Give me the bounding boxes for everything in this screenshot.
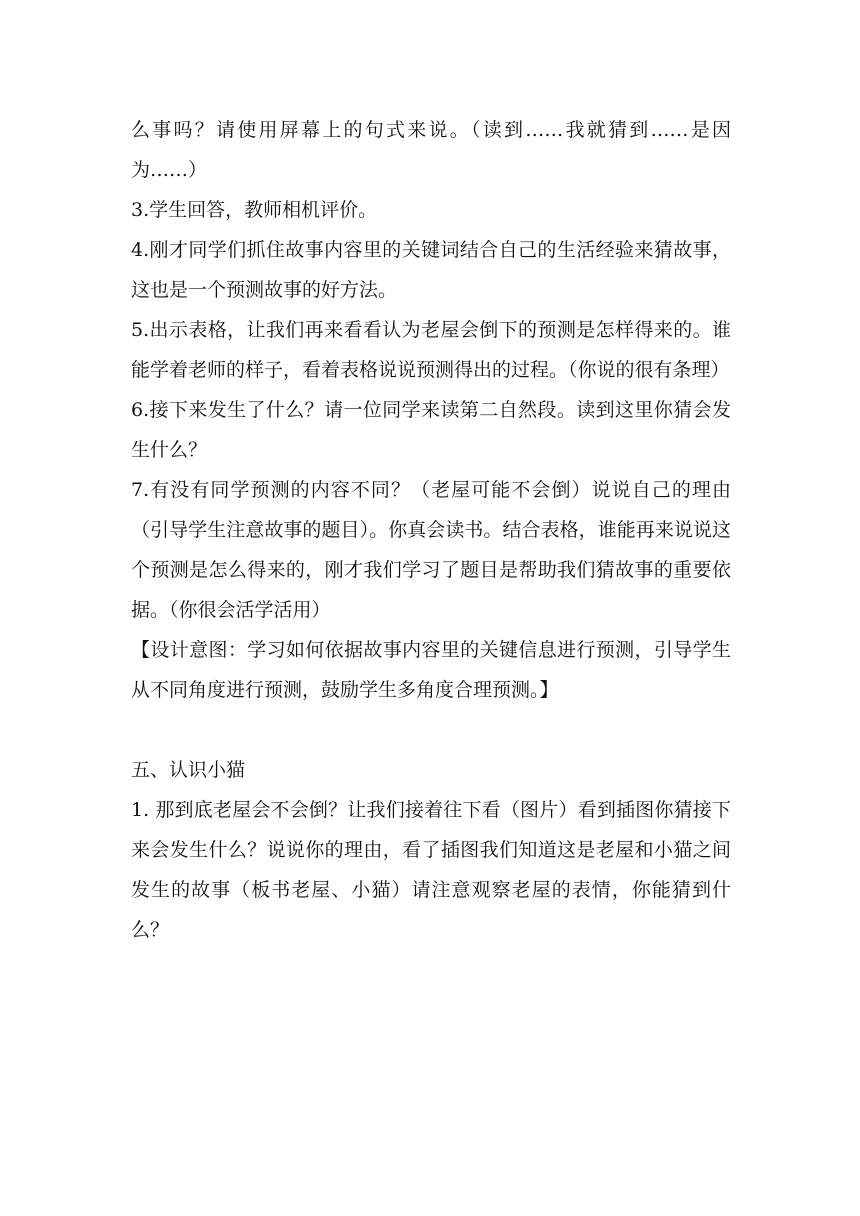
paragraph-step-3: 3.学生回答，教师相机评价。 bbox=[131, 199, 378, 221]
document-body bbox=[131, 110, 731, 950]
section-spacer bbox=[131, 710, 731, 750]
paragraph-step-4: 4.刚才同学们抓住故事内容里的关键词结合自己的生活经验来猜故事，这也是一个预测故事的好方法。 bbox=[131, 239, 731, 301]
paragraph-question-prompt: 么事吗？请使用屏幕上的句式来说。（读到……我就猜到……是因为……） bbox=[131, 119, 731, 181]
paragraph-section5-step-1: 1. 那到底老屋会不会倒？让我们接着往下看（图片）看到插图你猜接下来会发生什么？说说你的理由，看了插图我们知道这是老屋和小猫之间发生的故事（板书老屋、小猫）请注意观察老屋的表情，你能猜到什么？ bbox=[131, 799, 731, 941]
paragraph-design-intent: 【设计意图：学习如何依据故事内容里的关键信息进行预测，引导学生从不同角度进行预测，鼓励学生多角度合理预测。】 bbox=[131, 639, 731, 701]
paragraph-step-6: 6.接下来发生了什么？请一位同学来读第二自然段。读到这里你猜会发生什么？ bbox=[131, 399, 731, 461]
section-heading: 五、认识小猫 bbox=[131, 759, 246, 781]
paragraph-step-5: 5.出示表格，让我们再来看看认为老屋会倒下的预测是怎样得来的。谁能学着老师的样子，看着表格说说预测得出的过程。（你说的很有条理） bbox=[131, 319, 731, 381]
paragraph-step-7: 7.有没有同学预测的内容不同？（老屋可能不会倒）说说自己的理由（引导学生注意故事的题目）。你真会读书。结合表格，谁能再来说说这个预测是怎么得来的，刚才我们学习了题目是帮助我们猜故事的重要依据。（你很会活学活用） bbox=[131, 479, 731, 621]
